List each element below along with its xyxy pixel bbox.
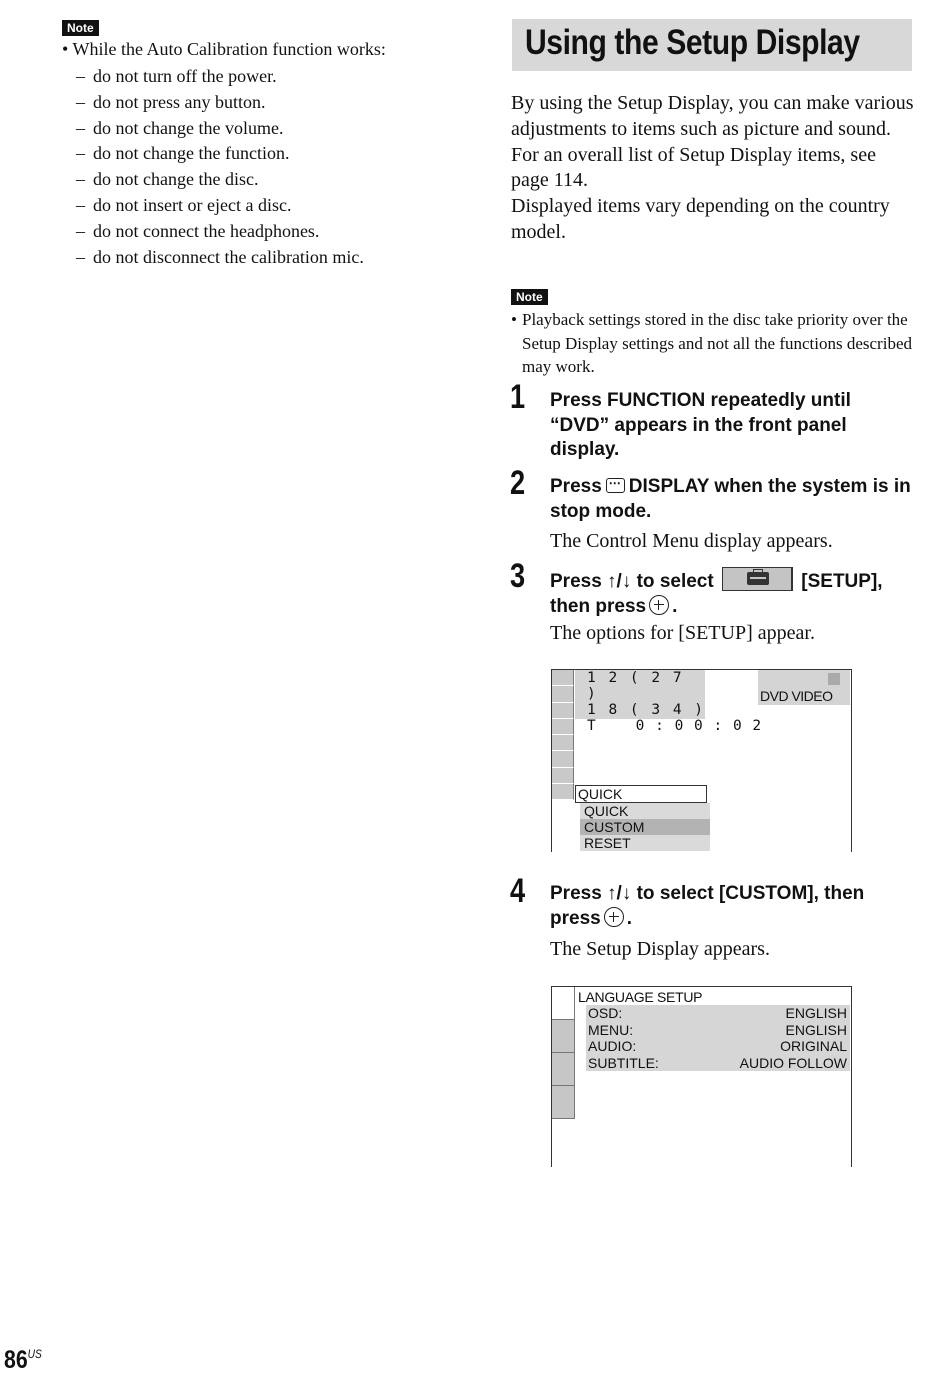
right-note-badge: Note [511, 289, 548, 305]
page-number: $86^{US}$ [4, 1346, 42, 1374]
step-instruction: Press ↑/↓ to select [SETUP], then press . [550, 567, 915, 619]
intro-paragraph: Displayed items vary depending on the country model. [511, 195, 890, 243]
right-note-text: • Playback settings stored in the disc take priority over the Setup Display settings and not all the functions described may work. [511, 310, 912, 376]
left-note-list [76, 65, 364, 271]
step-result: The Setup Display appears. [550, 938, 770, 960]
media-type: DVD VIDEO [758, 670, 850, 705]
list-item: – do not press any button. [76, 91, 266, 112]
setup-toolbox-icon [722, 567, 793, 591]
page-title: Using the Setup Display [525, 23, 860, 62]
title-banner [512, 19, 912, 71]
step-result: The Control Menu display appears. [550, 530, 833, 552]
option-reset[interactable]: RESET [580, 835, 710, 851]
step-instruction: Press ↑/↓ to select [CUSTOM], then press . [550, 883, 865, 929]
control-menu-screen [551, 669, 852, 852]
setting-row[interactable]: OSD: ENGLISH [588, 1005, 847, 1021]
disc-info: 1 2 ( 2 7 ) 1 8 ( 3 4 ) T 0 : 0 0 : 0 2 [575, 670, 705, 719]
list-item: – do not change the function. [76, 143, 290, 164]
list-item: – do not change the volume. [76, 117, 284, 138]
left-note-badge: Note [62, 20, 99, 36]
setup-mode-field[interactable]: QUICK [575, 785, 707, 803]
option-quick[interactable]: QUICK [580, 803, 710, 819]
step-result: The options for [SETUP] appear. [550, 622, 815, 644]
step-instruction: Press FUNCTION repeatedly until “DVD” appears in the front panel display. [550, 390, 851, 460]
intro-paragraph: By using the Setup Display, you can make various adjustments to items such as picture and sound. [511, 92, 914, 140]
list-item: – do not turn off the power. [76, 66, 277, 86]
setting-row[interactable]: MENU: ENGLISH [588, 1021, 847, 1038]
step-instruction: Press⋯ DISPLAY when the system is in stop mode. [550, 475, 915, 524]
list-item: – do not connect the headphones. [76, 220, 320, 241]
bullet-icon: • [511, 310, 517, 329]
enter-button-icon [604, 907, 624, 927]
step-number: 3 [510, 557, 526, 595]
list-item: – do not disconnect the calibration mic. [76, 246, 364, 267]
step-number: 2 [510, 464, 526, 502]
step-number: 4 [510, 872, 526, 910]
intro-text [511, 91, 916, 246]
language-settings-panel [586, 1005, 850, 1071]
setting-row[interactable]: AUDIO: ORIGINAL [588, 1038, 847, 1054]
list-item: – do not insert or eject a disc. [76, 194, 292, 215]
option-custom[interactable]: CUSTOM [580, 819, 710, 835]
step-number: 1 [510, 378, 526, 416]
setup-display-screen [551, 986, 852, 1167]
setup-heading: LANGUAGE SETUP [578, 989, 703, 1005]
left-note-intro: • While the Auto Calibration function works: [62, 39, 386, 59]
enter-button-icon [649, 595, 669, 615]
display-button-icon [606, 478, 625, 493]
menu-icon-column [552, 670, 574, 800]
intro-paragraph: For an overall list of Setup Display items, see page 114. [511, 143, 876, 192]
setup-options-list [580, 803, 710, 851]
status-square-icon [828, 673, 840, 685]
setup-category-column [552, 987, 575, 1119]
setting-row[interactable]: SUBTITLE: AUDIO FOLLOW [588, 1054, 847, 1071]
list-item: – do not change the disc. [76, 169, 259, 190]
